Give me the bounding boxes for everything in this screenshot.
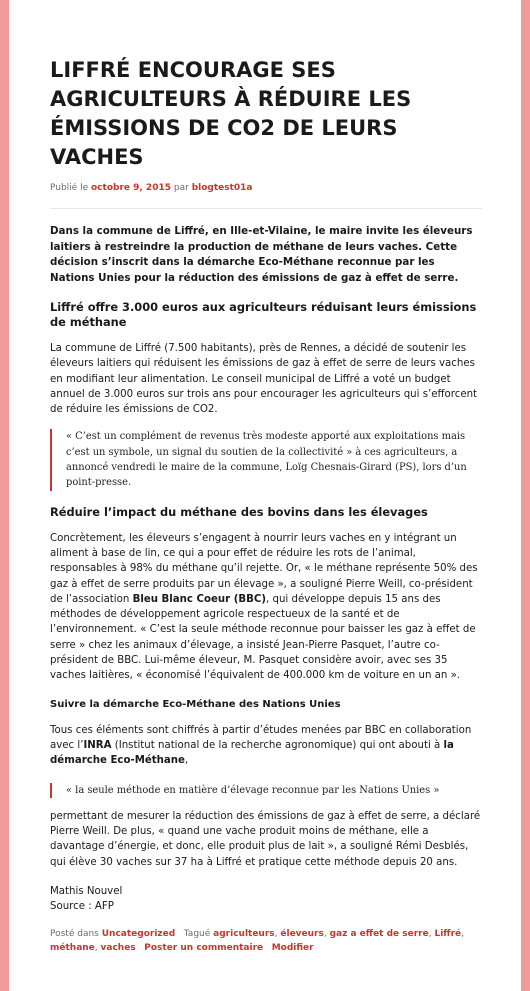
article — [50, 56, 482, 955]
signature — [50, 884, 482, 915]
entry-footer: Posté dans Uncategorized Tagué agriculteurs, éleveurs, gaz a effet de serre, Liffré, méthane, vaches Poster un commentaire Modifier — [50, 928, 464, 953]
quote-1: « C’est un complément de revenus très modeste apporté aux exploitations mais c’est un symbole, un signal du soutien de la collectivité » à ces agriculteurs, a annoncé vendredi le maire de la commune, Loïg Chesnais-Girard (PS), lors d’un point-presse. — [50, 429, 482, 490]
paragraph-3-text-c: , — [184, 755, 189, 767]
signature-name: Mathis Nouvel — [50, 886, 123, 898]
paragraph-3 — [50, 723, 482, 769]
page-frame-right — [521, 0, 530, 991]
article-title: LIFFRÉ ENCOURAGE SES AGRICULTEURS À RÉDUIRE LES ÉMISSIONS DE CO2 DE LEURS VACHES — [50, 58, 412, 169]
tag-link[interactable]: Liffré — [434, 928, 462, 939]
category-link[interactable]: Uncategorized — [101, 928, 176, 939]
published-prefix: Publié le — [50, 183, 89, 193]
author-link[interactable]: blogtest01a — [191, 183, 253, 193]
signature-source: Source : AFP — [50, 901, 114, 913]
quote-2: « la seule méthode en matière d’élevage reconnue par les Nations Unies » — [50, 783, 482, 798]
tagged-label: Tagué — [183, 928, 211, 939]
paragraph-3-text-b: (Institut national de la recherche agronomique) qui ont abouti à — [111, 739, 444, 751]
paragraph-2-text-a: Concrètement, les éleveurs s’engagent à nourrir leurs vaches en y intégrant un aliment à base de lin, ce qui a pour effet de réduire les rots de l’animal, responsables à 98% du méthane qu’il rejette. Or, « le méthane représente 50% des gaz à effet de serre produits par un élevage », a souligné Pierre Weill, co-président de l’association — [50, 532, 478, 605]
paragraph-2-text-b: , qui développe depuis 15 ans des méthodes de développement agricole respectueux de la santé et de l’environnement. « C’est la seule méthode reconnue pour baisser les gaz à effet de serre » chez les animaux d’élevage, a insisté Jean-Pierre Pasquet, l’autre co-président de BBC. Lui-même éleveur, M. Pasquet considère avoir, avec ses 35 vaches laitières, « économisé l’équivalent de 400.000 km de voiture en un an ». — [50, 593, 476, 682]
article-lead: Dans la commune de Liffré, en Ille-et-Vilaine, le maire invite les éleveurs laitiers à restreindre la production de méthane de leurs vaches. Cette décision s’inscrit dans la démarche Eco-Méthane reconnue par les Nations Unies pour la réduction des émissions de gaz à effet de serre. — [50, 225, 473, 284]
posted-in-label: Posté dans — [50, 928, 99, 939]
paragraph-3-text-a: Tous ces éléments sont chiffrés à partir d’études menées par BBC en collaboration avec l’ — [50, 724, 472, 751]
page-frame-left — [0, 0, 9, 991]
section-heading-2: Réduire l’impact du méthane des bovins dans les élevages — [50, 504, 428, 519]
eco-methane-bold: la démarche Eco-Méthane — [50, 739, 454, 767]
paragraph-2 — [50, 531, 482, 684]
tag-link[interactable]: méthane — [50, 942, 95, 953]
tag-link[interactable]: vaches — [100, 942, 136, 953]
by-label: par — [173, 183, 189, 193]
paragraph-4: permettant de mesurer la réduction des émissions de gaz à effet de serre, a déclaré Pierre Weill. De plus, « quand une vache produit moins de méthane, elle a davantage d’énergie, et donc, elle produit plus de lait », a souligné Rémi Desblés, qui élève 30 vaches sur 37 ha à Liffré et pratique cette méthode depuis 20 ans. — [50, 810, 481, 868]
meta-divider — [50, 208, 482, 209]
edit-link[interactable]: Modifier — [271, 942, 314, 953]
bbc-bold: Bleu Blanc Coeur (BBC) — [132, 593, 267, 605]
tag-link[interactable]: agriculteurs — [213, 928, 275, 939]
section-heading-1: Liffré offre 3.000 euros aux agriculteurs réduisant leurs émissions de méthane — [50, 300, 477, 329]
tag-link[interactable]: gaz a effet de serre — [329, 928, 429, 939]
inra-bold: INRA — [83, 739, 112, 751]
paragraph-1: La commune de Liffré (7.500 habitants), près de Rennes, a décidé de soutenir les éleveurs laitiers qui réduisent les émissions de gaz à effet de serre de leurs vaches en modifiant leur alimentation. Le conseil municipal de Liffré a voté un budget annuel de 3.000 euros sur trois ans pour encourager les agriculteurs qui s’efforcent de réduire les émissions de CO2. — [50, 343, 478, 416]
post-date-link[interactable]: octobre 9, 2015 — [91, 183, 171, 193]
post-meta — [50, 182, 482, 194]
section-heading-3: Suivre la démarche Eco-Méthane des Nations Unies — [50, 698, 341, 710]
tag-link[interactable]: éleveurs — [280, 928, 324, 939]
post-comment-link[interactable]: Poster un commentaire — [144, 942, 264, 953]
